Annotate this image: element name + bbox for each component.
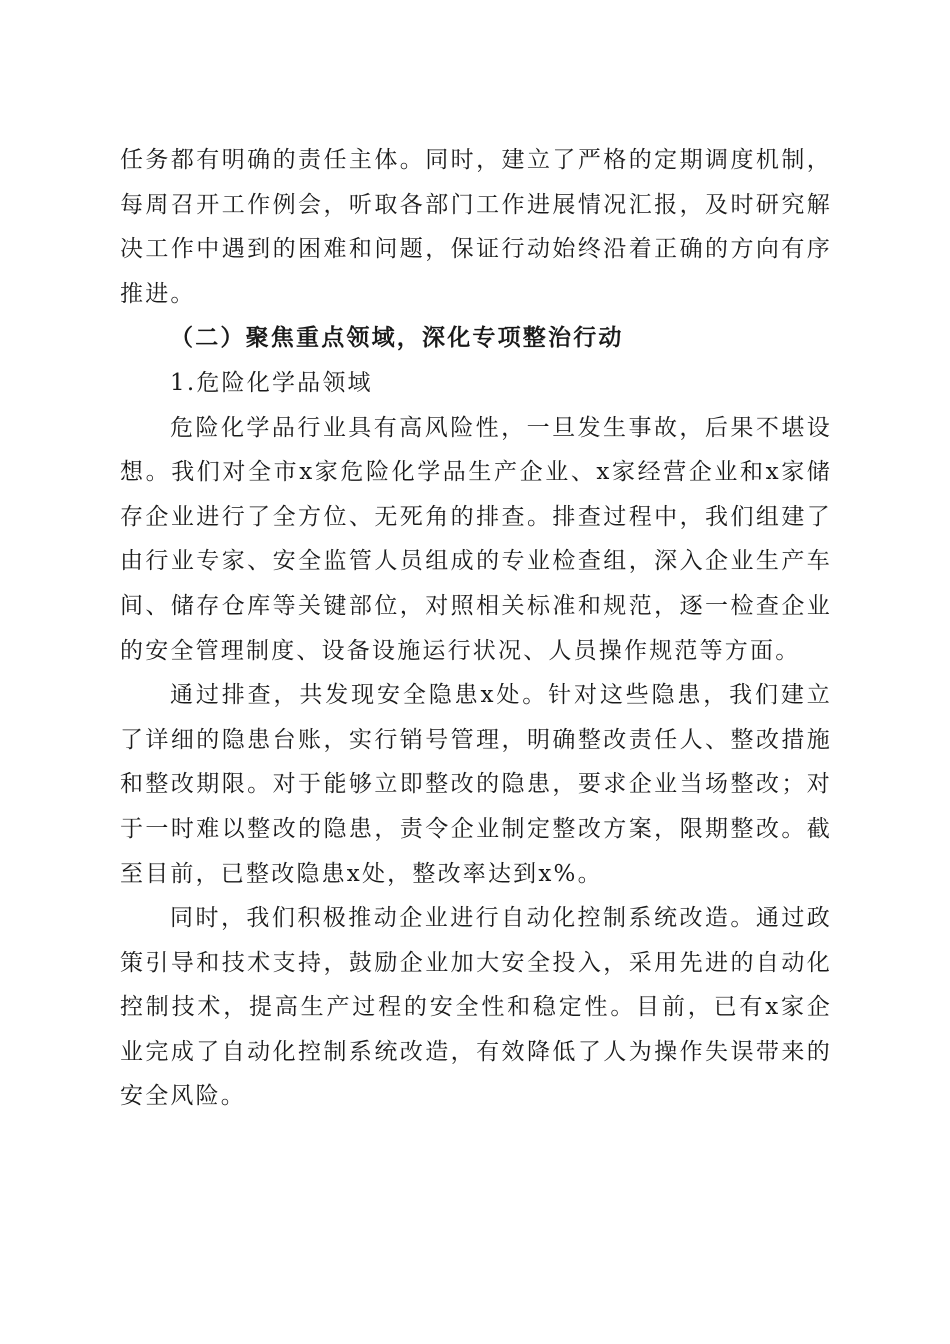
body-paragraph: 通过排查，共发现安全隐患x处。针对这些隐患，我们建立了详细的隐患台账，实行销号管理，明确整改责任人、整改措施和整改期限。对于能够立即整改的隐患，要求企业当场整改；对于一时难以整改的隐患，责令企业制定整改方案，限期整改。截至目前，已整改隐患x处，整改率达到x%。 (120, 682, 832, 887)
subsection-heading: 1.危险化学品领域 (170, 369, 373, 396)
body-paragraph: 同时，我们积极推动企业进行自动化控制系统改造。通过政策引导和技术支持，鼓励企业加大安全投入，采用先进的自动化控制技术，提高生产过程的安全性和稳定性。目前，已有x家企业完成了自动化控制系统改造，有效降低了人为操作失误带来的安全风险。 (120, 905, 832, 1110)
paragraph-continuation: 任务都有明确的责任主体。同时，建立了严格的定期调度机制，每周召开工作例会，听取各部门工作进展情况汇报，及时研究解决工作中遇到的困难和问题，保证行动始终沿着正确的方向有序推进。 (120, 147, 832, 307)
section-heading: （二）聚焦重点领域，深化专项整治行动 (170, 324, 624, 352)
body-paragraph: 危险化学品行业具有高风险性，一旦发生事故，后果不堪设想。我们对全市x家危险化学品生产企业、x家经营企业和x家储存企业进行了全方位、无死角的排查。排查过程中，我们组建了由行业专家、安全监管人员组成的专业检查组，深入企业生产车间、储存仓库等关键部位，对照相关标准和规范，逐一检查企业的安全管理制度、设备设施运行状况、人员操作规范等方面。 (120, 414, 832, 664)
document-body (120, 138, 832, 1119)
